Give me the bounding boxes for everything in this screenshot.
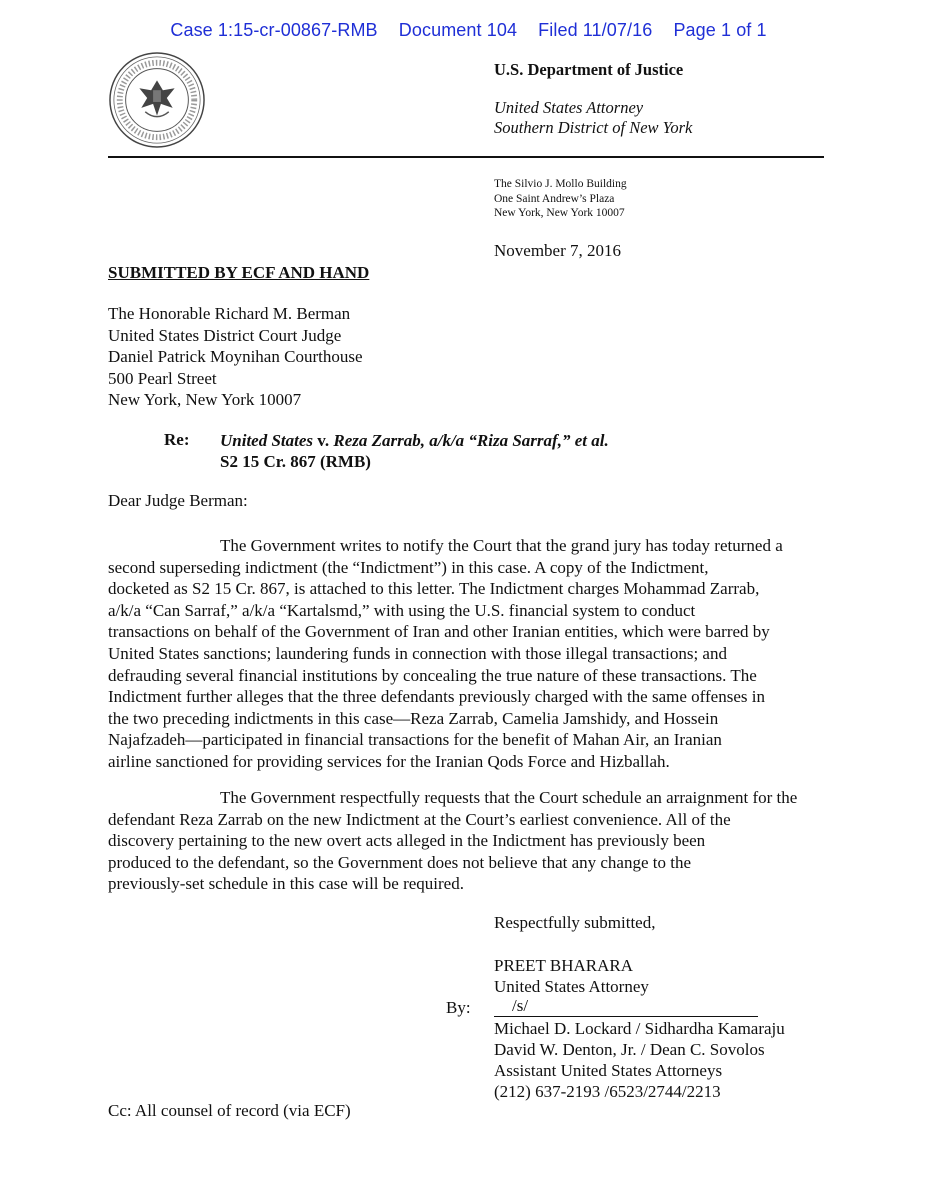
page-indicator: Page 1 of 1 — [673, 20, 767, 40]
signature-line: /s/ — [494, 997, 758, 1017]
phone-line: (212) 637-2193 /6523/2744/2213 — [494, 1082, 721, 1101]
document-number: Document 104 — [398, 20, 518, 40]
letterhead-divider — [108, 156, 824, 158]
body-paragraph — [108, 535, 824, 773]
doj-seal-icon — [108, 51, 206, 149]
signatory-name: PREET BHARARA — [494, 956, 634, 975]
paragraph-line: transactions on behalf of the Government of Iran and other Iranian entities, which were barred by — [108, 622, 770, 642]
filed-date: Filed 11/07/16 — [538, 20, 653, 40]
addressee-line: 500 Pearl Street — [108, 368, 217, 388]
attorney-line: Michael D. Lockard / Sidhardha Kamaraju — [494, 1019, 785, 1038]
address-line: New York, New York 10007 — [494, 207, 625, 219]
addressee-line: New York, New York 10007 — [108, 390, 302, 409]
docket-number: S2 15 Cr. 867 (RMB) — [220, 452, 371, 471]
paragraph-line: defrauding several financial institutions by concealing the true nature of these transactions. The — [108, 665, 757, 685]
office-line: Southern District of New York — [494, 118, 693, 137]
office-line: United States Attorney — [494, 98, 644, 117]
paragraph-line: previously-set schedule in this case will be required. — [108, 874, 464, 894]
paragraph-line: airline sanctioned for providing services for the Iranian Qods Force and Hizballah. — [108, 751, 670, 771]
case-caption — [220, 430, 609, 451]
paragraph-line: Najafzadeh—participated in financial transactions for the benefit of Mahan Air, an Iranian — [108, 730, 722, 750]
body-paragraph — [108, 787, 824, 895]
paragraph-line: a/k/a “Can Sarraf,” a/k/a “Kartalsmd,” with using the U.S. financial system to conduct — [108, 600, 696, 620]
paragraph-line: defendant Reza Zarrab on the new Indictment at the Court’s earliest convenience. All of the — [108, 809, 731, 829]
closing: Respectfully submitted, — [494, 913, 656, 932]
addressee-line: The Honorable Richard M. Berman — [108, 304, 351, 323]
attorney-line: David W. Denton, Jr. / Dean C. Sovolos — [494, 1040, 765, 1059]
paragraph-line: the two preceding indictments in this case—Reza Zarrab, Camelia Jamshidy, and Hossein — [108, 708, 719, 728]
signatory-block — [494, 955, 649, 997]
address-line: One Saint Andrew’s Plaza — [494, 192, 615, 205]
case-number: Case 1:15-cr-00867-RMB — [170, 20, 378, 40]
paragraph-line: Indictment further alleges that the three defendants previously charged with the same offenses in — [108, 687, 765, 707]
paragraph-line: United States sanctions; laundering funds in connection with those illegal transactions; and — [108, 643, 727, 663]
cc-line: Cc: All counsel of record (via ECF) — [108, 1101, 351, 1120]
ecf-filing-header — [0, 20, 937, 41]
letter-date: November 7, 2016 — [494, 241, 622, 260]
salutation: Dear Judge Berman: — [108, 491, 248, 510]
paragraph-line: discovery pertaining to the new overt acts alleged in the Indictment has previously been — [108, 831, 706, 851]
paragraph-line: second superseding indictment (the “Indictment”) in this case. A copy of the Indictment, — [108, 557, 709, 577]
case-plaintiff: United States — [220, 431, 314, 450]
signatory-title: United States Attorney — [494, 977, 649, 996]
attorneys-block — [494, 1018, 785, 1102]
re-label: Re: — [164, 430, 190, 449]
addressee-block — [108, 303, 363, 411]
by-label: By: — [446, 998, 471, 1017]
addressee-line: Daniel Patrick Moynihan Courthouse — [108, 347, 363, 366]
office-name — [494, 98, 692, 138]
address-line: The Silvio J. Mollo Building — [494, 178, 627, 190]
paragraph-line: docketed as S2 15 Cr. 867, is attached to this letter. The Indictment charges Mohammad Zarrab, — [108, 579, 760, 599]
paragraph-line: produced to the defendant, so the Government does not believe that any change to the — [108, 852, 692, 872]
re-subject — [220, 430, 609, 472]
office-address — [494, 177, 627, 221]
case-versus: v. — [313, 431, 334, 450]
paragraph-line: The Government respectfully requests that the Court schedule an arraignment for the — [220, 788, 798, 807]
addressee-line: United States District Court Judge — [108, 325, 342, 345]
department-name: U.S. Department of Justice — [494, 60, 684, 79]
attorney-line: Assistant United States Attorneys — [494, 1061, 723, 1080]
paragraph-line: The Government writes to notify the Court that the grand jury has today returned a — [220, 536, 783, 555]
case-defendant: Reza Zarrab, a/k/a “Riza Sarraf,” et al. — [333, 431, 609, 450]
submission-method: SUBMITTED BY ECF AND HAND — [108, 263, 370, 282]
